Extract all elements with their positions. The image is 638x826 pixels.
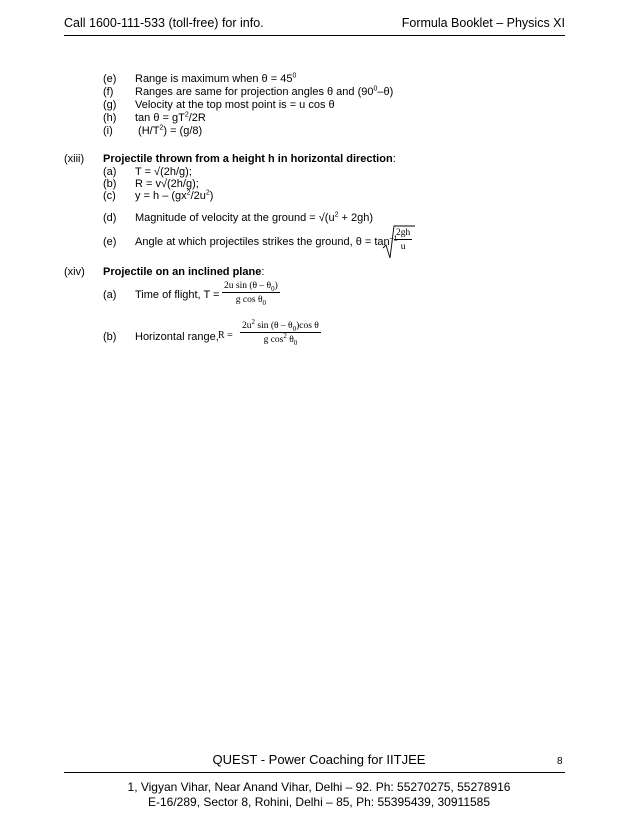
item-text: Time of flight, T =	[135, 289, 220, 301]
denominator-part: g cos	[263, 335, 284, 345]
item-text	[135, 86, 393, 99]
item-text	[135, 73, 296, 86]
numerator-part: )cos θ	[296, 321, 319, 331]
item-label: (d)	[103, 212, 117, 224]
footer-title: QUEST - Power Coaching for IITJEE	[212, 752, 426, 767]
item-text-part: )	[209, 190, 214, 202]
fraction-numerator: 2gh	[396, 228, 411, 238]
item-text-part: + 2gh)	[338, 212, 374, 224]
fraction-denominator: u	[400, 242, 406, 252]
section-heading	[103, 153, 396, 166]
item-sup: 0	[292, 72, 297, 80]
item-text-part: /2R	[188, 112, 206, 124]
item-sup: 2	[334, 211, 339, 219]
item-text	[135, 190, 213, 203]
item-label: (e)	[103, 73, 117, 85]
section-heading-text: Projectile thrown from a height h in horizontal direction	[103, 153, 393, 165]
numerator-part: sin (θ – θ	[255, 321, 293, 331]
item-text	[135, 112, 206, 125]
item-text-part: /2u	[190, 190, 206, 202]
item-sup: 2	[186, 189, 191, 197]
item-label: (c)	[103, 190, 116, 202]
item-label: (b)	[103, 178, 117, 190]
item-text-part: –θ)	[377, 86, 394, 98]
fraction-2gh-over-u	[394, 228, 412, 252]
item-label: (a)	[103, 166, 117, 178]
item-text: T = √(2h/g);	[135, 166, 192, 178]
numerator-sup: 2	[251, 317, 255, 326]
section-label: (xiii)	[64, 153, 85, 165]
item-text-part: Magnitude of velocity at the ground = √(u	[135, 212, 335, 224]
section-heading	[103, 266, 264, 279]
fraction-time-of-flight	[222, 281, 280, 305]
range-lhs: R =	[218, 330, 233, 341]
item-text	[135, 125, 202, 138]
numerator-part: 2u sin (θ – θ	[224, 281, 272, 291]
section-heading-colon: :	[261, 266, 265, 278]
denominator-part: θ	[286, 335, 294, 345]
header-left: Call 1600-111-533 (toll-free) for info.	[64, 16, 264, 30]
item-text	[135, 212, 373, 225]
item-text-part: y = h – (gx	[135, 190, 187, 202]
item-text	[135, 236, 397, 249]
denominator-sub: 0	[262, 298, 266, 307]
item-label: (b)	[103, 331, 117, 343]
section-heading-text: Projectile on an inclined plane	[103, 266, 262, 278]
item-text-part: Range is maximum when θ = 45	[135, 73, 293, 85]
numerator-part: )	[274, 281, 278, 291]
numerator-sub: 0	[292, 324, 297, 333]
item-text-part: Angle at which projectiles strikes the ground, θ = tan	[135, 236, 390, 248]
item-text	[135, 99, 335, 112]
item-label: (a)	[103, 289, 117, 301]
fraction-denominator	[222, 293, 280, 305]
fraction-horizontal-range	[240, 317, 321, 347]
item-label: (f)	[103, 86, 114, 98]
item-text-part: ) = (g/8)	[163, 125, 203, 137]
section-label: (xiv)	[64, 266, 85, 278]
fraction-numerator	[240, 317, 321, 333]
item-label: (h)	[103, 112, 117, 124]
numerator-part: 2u	[242, 321, 252, 331]
footer-address-line2: E-16/289, Sector 8, Rohini, Delhi – 85, Ph: 55395439, 30911585	[147, 795, 491, 809]
section-heading-colon: :	[392, 153, 396, 165]
header-right: Formula Booklet – Physics XI	[401, 16, 565, 30]
denominator-part: g cos θ	[235, 295, 263, 305]
denominator-sub: 0	[293, 338, 298, 347]
fraction-denominator	[240, 333, 321, 345]
item-sup: 2	[159, 124, 164, 132]
footer-rule	[64, 772, 565, 773]
item-text: R = v√(2h/g);	[135, 178, 199, 190]
item-text-part: tan θ = gT	[135, 112, 185, 124]
page-number: 8	[557, 756, 563, 767]
item-sup: –1	[389, 235, 398, 243]
item-text: Horizontal range,	[135, 331, 219, 343]
item-text-part: (H/T	[135, 125, 160, 137]
item-sup: 2	[184, 111, 189, 119]
item-label: (i)	[103, 125, 113, 137]
numerator-sub: 0	[271, 284, 275, 293]
header-rule	[64, 35, 565, 36]
fraction-numerator	[222, 281, 280, 293]
footer-address-line1: 1, Vigyan Vihar, Near Anand Vihar, Delhi – 92. Ph: 55270275, 55278916	[127, 780, 511, 794]
denominator-sup: 2	[283, 331, 287, 340]
item-sup: 2	[205, 189, 210, 197]
item-text-part: Ranges are same for projection angles θ and (90	[135, 86, 374, 98]
item-label: (e)	[103, 236, 117, 248]
item-sup: 0	[373, 85, 378, 93]
item-label: (g)	[103, 99, 117, 111]
item-text-part: Velocity at the top most point is = u cos θ	[135, 99, 335, 111]
